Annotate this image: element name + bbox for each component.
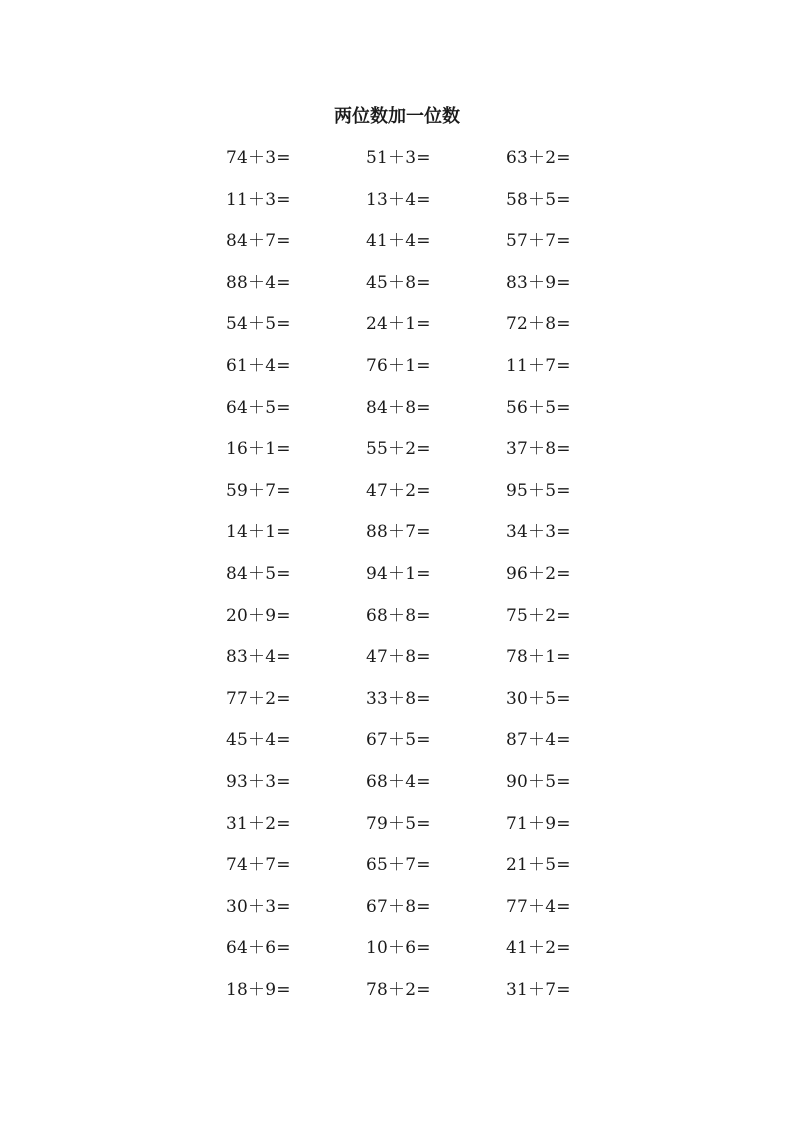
math-problem: 10＋6= [366, 938, 431, 959]
problem-row [226, 935, 646, 977]
math-problem: 64＋5= [226, 397, 291, 418]
math-problem: 13＋4= [366, 189, 431, 210]
problem-row [226, 977, 646, 1019]
math-problem: 68＋4= [366, 771, 431, 792]
math-problem: 18＋9= [226, 979, 291, 1000]
math-problem: 33＋8= [366, 688, 431, 709]
math-problem: 11＋7= [506, 355, 571, 376]
page-title: 两位数加一位数 [334, 106, 460, 127]
math-problem: 57＋7= [506, 231, 571, 252]
problem-row [226, 644, 646, 686]
math-problem: 41＋2= [506, 938, 571, 959]
problem-row [226, 145, 646, 187]
math-problem: 59＋7= [226, 480, 291, 501]
math-problem: 63＋2= [506, 148, 571, 168]
math-problem: 31＋2= [226, 813, 291, 834]
math-problem: 88＋7= [366, 522, 431, 543]
math-problem: 88＋4= [226, 272, 291, 293]
math-problem: 14＋1= [226, 522, 291, 543]
problem-row [226, 478, 646, 520]
math-problem: 11＋3= [226, 189, 291, 210]
math-problem: 30＋5= [506, 688, 571, 709]
math-problem: 55＋2= [366, 439, 431, 460]
math-problem: 78＋2= [366, 979, 431, 1000]
math-problem: 58＋5= [506, 189, 571, 210]
problem-row [226, 311, 646, 353]
problem-row [226, 353, 646, 395]
math-problem: 96＋2= [506, 563, 571, 584]
math-problem: 76＋1= [366, 355, 431, 376]
math-problem: 90＋5= [506, 771, 571, 792]
math-problem: 74＋3= [226, 148, 291, 168]
math-problem: 51＋3= [366, 148, 431, 168]
math-problem: 64＋6= [226, 938, 291, 959]
math-problem: 83＋9= [506, 272, 571, 293]
problem-row [226, 395, 646, 437]
problem-row [226, 228, 646, 270]
problem-row [226, 187, 646, 229]
math-problem: 24＋1= [366, 314, 431, 335]
problem-row [226, 436, 646, 478]
math-problem: 65＋7= [366, 855, 431, 876]
math-problem: 45＋4= [226, 730, 291, 751]
problem-row [226, 769, 646, 811]
problem-row [226, 519, 646, 561]
math-problem: 67＋8= [366, 896, 431, 917]
math-problem: 45＋8= [366, 272, 431, 293]
math-problem: 16＋1= [226, 439, 291, 460]
math-problem: 77＋4= [506, 896, 571, 917]
math-problem: 68＋8= [366, 605, 431, 626]
math-problem: 37＋8= [506, 439, 571, 460]
math-problem: 56＋5= [506, 397, 571, 418]
math-problem: 93＋3= [226, 771, 291, 792]
math-problem: 71＋9= [506, 813, 571, 834]
math-problem: 77＋2= [226, 688, 291, 709]
math-problem: 84＋5= [226, 563, 291, 584]
math-problem: 87＋4= [506, 730, 571, 751]
problem-grid [226, 145, 646, 1018]
problem-row [226, 561, 646, 603]
math-problem: 84＋7= [226, 231, 291, 252]
problem-row [226, 852, 646, 894]
math-problem: 72＋8= [506, 314, 571, 335]
math-problem: 34＋3= [506, 522, 571, 543]
problem-row [226, 686, 646, 728]
problem-row [226, 894, 646, 936]
math-problem: 21＋5= [506, 855, 571, 876]
math-problem: 30＋3= [226, 896, 291, 917]
math-problem: 67＋5= [366, 730, 431, 751]
math-problem: 74＋7= [226, 855, 291, 876]
math-problem: 95＋5= [506, 480, 571, 501]
math-problem: 47＋8= [366, 647, 431, 668]
math-problem: 20＋9= [226, 605, 291, 626]
math-problem: 75＋2= [506, 605, 571, 626]
problem-row [226, 603, 646, 645]
math-problem: 61＋4= [226, 355, 291, 376]
math-problem: 78＋1= [506, 647, 571, 668]
problem-row [226, 270, 646, 312]
math-problem: 84＋8= [366, 397, 431, 418]
math-problem: 31＋7= [506, 979, 571, 1000]
math-problem: 54＋5= [226, 314, 291, 335]
math-problem: 94＋1= [366, 563, 431, 584]
problem-row [226, 811, 646, 853]
math-problem: 83＋4= [226, 647, 291, 668]
math-problem: 47＋2= [366, 480, 431, 501]
math-problem: 79＋5= [366, 813, 431, 834]
math-problem: 41＋4= [366, 231, 431, 252]
problem-row [226, 727, 646, 769]
